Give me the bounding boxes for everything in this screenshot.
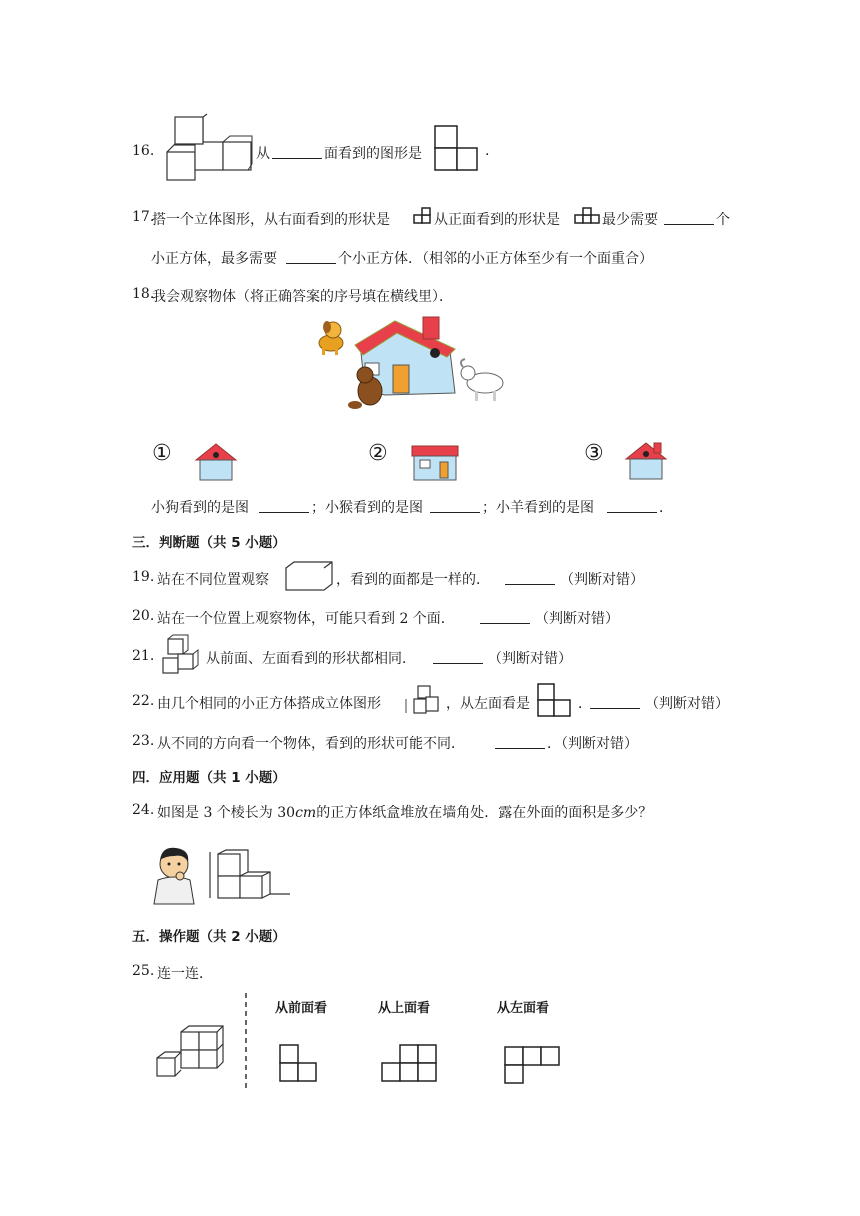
q17-text-front: 从正面看到的形状是	[434, 212, 560, 228]
section-4-heading: 四．应用题（共 1 小题）	[132, 770, 286, 786]
q22-text: 由几个相同的小正方体搭成立体图形	[157, 696, 381, 712]
q18-goat-blank[interactable]	[607, 498, 657, 513]
q17-text-right: 搭一个立体图形，从右面看到的形状是	[152, 212, 390, 228]
q16-number: 16.	[132, 143, 155, 159]
q23-text: 从不同的方向看一个物体，看到的形状可能不同．	[157, 736, 465, 752]
q17-right-view-icon	[413, 207, 431, 225]
q22-answer-blank[interactable]	[590, 694, 640, 709]
option-1-label: ①	[152, 441, 172, 466]
option-2-house-icon	[410, 444, 460, 482]
goat-icon	[461, 359, 503, 401]
q22-number: 22.	[132, 693, 155, 709]
q25-view-c-icon[interactable]	[503, 1043, 563, 1085]
q19-text-2: ，看到的面都是一样的．	[336, 572, 490, 588]
q16-answer-blank[interactable]	[272, 144, 322, 159]
q16-period: .	[485, 143, 490, 159]
q17-min-blank[interactable]	[664, 210, 714, 225]
q21-judge: （判断对错）	[488, 651, 572, 667]
q25-view-b-icon[interactable]	[380, 1043, 440, 1083]
q18-text: 我会观察物体（将正确答案的序号填在横线里）．	[152, 289, 453, 305]
q20-text: 站在一个位置上观察物体，可能只看到 2 个面．	[157, 611, 455, 627]
q21-text: 从前面、左面看到的形状都相同．	[206, 651, 416, 667]
q24-text: 如图是 3 个棱长为 30cm的正方体纸盒堆放在墙角处．露在外面的面积是多少？	[157, 805, 653, 821]
q23-answer-blank[interactable]	[495, 734, 545, 749]
q25-cube-figure-icon	[153, 1022, 228, 1080]
thinking-boy-icon	[150, 846, 200, 906]
q20-judge: （判断对错）	[535, 611, 619, 627]
q17-max-blank[interactable]	[286, 249, 336, 264]
q20-number: 20.	[132, 608, 155, 624]
q25-header-left: 从左面看	[497, 1001, 550, 1016]
q23-judge: ．（判断对错）	[547, 736, 638, 752]
q19-text: 站在不同位置观察	[157, 572, 269, 588]
q24-unit: cm	[295, 805, 317, 821]
q17-text-min: 最少需要	[602, 212, 658, 228]
dashed-divider	[244, 993, 248, 1093]
q18-monkey-text: ；小猴看到的是图	[311, 500, 423, 516]
q18-dog-blank[interactable]	[259, 498, 309, 513]
q16-cube-figure-icon	[160, 112, 255, 187]
q25-text: 连一连．	[157, 966, 213, 982]
q22-text-2: ，从左面看是	[446, 696, 530, 712]
q25-header-top: 从上面看	[378, 1001, 431, 1016]
q18-goat-text: ；小羊看到的是图	[482, 500, 594, 516]
q21-number: 21.	[132, 648, 155, 664]
q19-answer-blank[interactable]	[505, 570, 555, 585]
q18-number: 18.	[132, 286, 155, 302]
q21-cube-figure-icon	[160, 634, 204, 676]
q22-cube-figure-icon	[404, 683, 444, 717]
q20-answer-blank[interactable]	[480, 609, 530, 624]
house-scene-image	[305, 313, 515, 418]
option-1-house-icon	[194, 442, 239, 482]
option-3-house-icon	[624, 441, 669, 483]
q17-text-ge: 个	[716, 212, 730, 228]
q19-judge: （判断对错）	[560, 572, 644, 588]
q18-dog-text: 小狗看到的是图	[151, 500, 249, 516]
q24-cube-stack-icon	[210, 850, 292, 902]
q19-cuboid-icon	[284, 560, 334, 592]
q24-number: 24.	[132, 802, 155, 818]
q17-text-max: 小正方体，最多需要	[151, 251, 277, 267]
q22-judge: （判断对错）	[645, 696, 729, 712]
q16-text-see: 面看到的图形是	[324, 146, 422, 162]
q25-view-a-icon[interactable]	[278, 1043, 320, 1083]
section-5-heading: 五．操作题（共 2 小题）	[132, 929, 286, 945]
q25-number: 25.	[132, 963, 155, 979]
option-2-label: ②	[368, 441, 388, 466]
q17-text-rest: 个小正方体．（相邻的小正方体至少有一个面重合）	[338, 251, 653, 267]
q16-text-from: 从	[256, 146, 270, 162]
q17-number: 17.	[132, 209, 155, 225]
q17-front-view-icon	[574, 207, 600, 225]
q19-number: 19.	[132, 569, 155, 585]
dog-icon	[319, 321, 343, 355]
q25-header-front: 从前面看	[275, 1001, 328, 1016]
option-3-label: ③	[584, 441, 604, 466]
q16-view-shape-icon	[433, 124, 478, 174]
q18-monkey-blank[interactable]	[430, 498, 480, 513]
q23-number: 23.	[132, 733, 155, 749]
q22-left-view-icon	[536, 682, 574, 718]
q21-answer-blank[interactable]	[433, 649, 483, 664]
section-3-heading: 三．判断题（共 5 小题）	[132, 535, 286, 551]
q22-period: ．	[578, 696, 592, 712]
q18-period: ．	[659, 500, 673, 516]
